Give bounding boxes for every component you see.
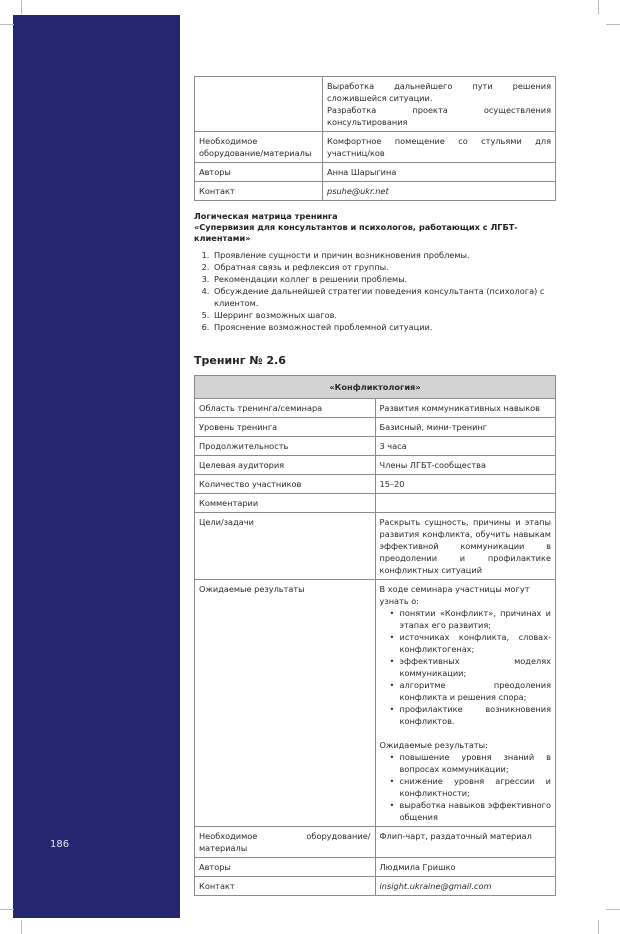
contact-email: psuhe@ukr.net (323, 182, 556, 201)
row-value: Раскрыть сущность, причины и этапы развития конфликта, обучить навыкам эффективной коммуникации в преодолении и профилактике конфликтных ситуаций (375, 513, 556, 580)
row-value: Комфортное помещение со стульями для участниц/ков (323, 132, 556, 163)
row-key: Необходимое оборудование/материалы (195, 827, 376, 858)
crop-mark (598, 920, 599, 934)
table-row (195, 827, 556, 858)
list-item: • понятии «Конфликт», причинах и этапах его развития; (390, 607, 552, 631)
expected-intro: В ходе семинара участницы могут узнать о: (379, 584, 530, 606)
crop-mark (21, 0, 22, 14)
results-label: Ожидаемые результаты: (379, 740, 488, 750)
training-table (194, 375, 556, 896)
row-key: Цели/задачи (195, 513, 376, 580)
table-row (195, 132, 556, 163)
page-number: 186 (50, 839, 70, 850)
row-key: Авторы (195, 858, 376, 877)
crop-mark (0, 909, 14, 910)
matrix-title: Логическая матрица тренинга (194, 211, 338, 221)
table-row (195, 494, 556, 513)
training-heading: Тренинг № 2.6 (194, 354, 286, 367)
list-item: • источниках конфликта, словах-конфликтогенах; (390, 631, 552, 655)
table-row (195, 475, 556, 494)
table-row (195, 456, 556, 475)
row-key: Продолжительность (195, 437, 376, 456)
training-table-title: «Конфликтология» (195, 376, 556, 399)
list-item: • снижение уровня агрессии и конфликтности; (390, 775, 552, 799)
row-value: Анна Шарыгина (323, 163, 556, 182)
list-item: • алгоритме преодоления конфликта и решения спора; (390, 679, 552, 703)
table-row (195, 513, 556, 580)
list-item: • профилактике возникновения конфликтов. (390, 703, 552, 727)
table-row (195, 437, 556, 456)
list-item: • повышение уровня знаний в вопросах коммуникации; (390, 751, 552, 775)
list-item: 2. Обратная связь и рефлексия от группы. (212, 261, 556, 273)
row-value (323, 77, 556, 132)
contact-email: insight.ukraine@gmail.com (375, 877, 556, 896)
list-item: • выработка навыков эффективного общения (390, 799, 552, 823)
table-row (195, 877, 556, 896)
row-key: Целевая аудитория (195, 456, 376, 475)
table-row (195, 163, 556, 182)
results-list (380, 751, 552, 823)
row-key: Уровень тренинга (195, 418, 376, 437)
crop-mark (606, 909, 620, 910)
table-row (195, 418, 556, 437)
row-value: Базисный, мини-тренинг (375, 418, 556, 437)
list-item: 1. Проявление сущности и причин возникновения проблемы. (212, 249, 556, 261)
value-line: Разработка проекта осуществления консультирования (327, 105, 551, 127)
crop-mark (598, 0, 599, 14)
table-row (195, 858, 556, 877)
sidebar-band (13, 15, 180, 918)
row-key: Область тренинга/семинара (195, 399, 376, 418)
row-key: Комментарии (195, 494, 376, 513)
list-item: 6. Прояснение возможностей проблемной ситуации. (212, 321, 556, 333)
top-info-table (194, 76, 556, 201)
row-value: Людмила Гришко (375, 858, 556, 877)
row-key: Авторы (195, 163, 323, 182)
table-header-row (195, 376, 556, 399)
crop-mark (21, 920, 22, 934)
row-value: 15–20 (375, 475, 556, 494)
row-value (375, 494, 556, 513)
list-item: 4. Обсуждение дальнейшей стратегии поведения консультанта (психолога) с клиентом. (212, 285, 556, 309)
expected-results-cell (375, 580, 556, 827)
row-value: Члены ЛГБТ-сообщества (375, 456, 556, 475)
table-row (195, 182, 556, 201)
row-key: Необходимое оборудование/материалы (195, 132, 323, 163)
learn-list (380, 607, 552, 727)
table-row (195, 77, 556, 132)
matrix-subtitle: «Супервизия для консультантов и психологов, работающих с ЛГБТ-клиентами» (194, 222, 518, 243)
table-row (195, 580, 556, 827)
top-table-section (194, 76, 556, 201)
row-key: Ожидаемые результаты (195, 580, 376, 827)
row-key: Количество участников (195, 475, 376, 494)
crop-mark (606, 24, 620, 25)
row-key: Контакт (195, 182, 323, 201)
row-key: Контакт (195, 877, 376, 896)
table-row (195, 399, 556, 418)
row-value: 3 часа (375, 437, 556, 456)
row-key (195, 77, 323, 132)
crop-mark (0, 24, 14, 25)
logic-matrix-section (194, 211, 556, 333)
list-item: 3. Рекомендации коллег в решении проблемы. (212, 273, 556, 285)
matrix-steps-list (194, 249, 556, 333)
training-section (194, 355, 556, 896)
row-value: Развития коммуникативных навыков (375, 399, 556, 418)
list-item: • эффективных моделях коммуникации; (390, 655, 552, 679)
row-value: Флип-чарт, раздаточный материал (375, 827, 556, 858)
list-item: 5. Шерринг возможных шагов. (212, 309, 556, 321)
value-line: Выработка дальнейшего пути решения сложившейся ситуации. (327, 81, 551, 103)
